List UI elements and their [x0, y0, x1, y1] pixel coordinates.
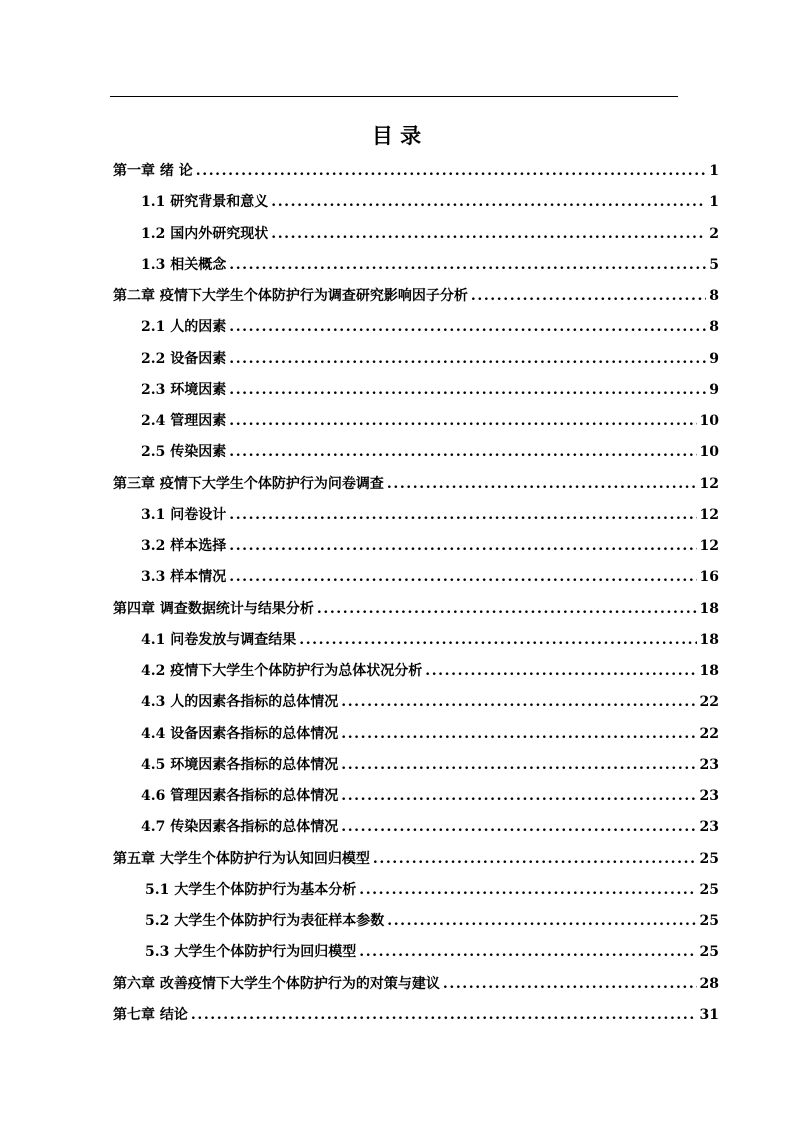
- toc-dot-leader: [373, 844, 697, 875]
- toc-chapter-entry[interactable]: [113, 469, 719, 500]
- toc-entry-label: 1.1 研究背景和意义: [141, 194, 269, 211]
- toc-page-number: 28: [699, 975, 719, 992]
- toc-dot-leader: [229, 531, 696, 562]
- toc-page-number: 12: [699, 475, 719, 492]
- toc-page-number: 25: [699, 913, 719, 929]
- toc-dot-leader: [229, 344, 706, 375]
- toc-section-entry[interactable]: [113, 906, 719, 937]
- toc-page-number: 18: [699, 600, 719, 617]
- toc-chapter-entry[interactable]: [113, 1000, 719, 1031]
- toc-entry-label: 2.4 管理因素: [141, 413, 227, 429]
- toc-dot-leader: [341, 750, 696, 781]
- toc-page-number: 23: [699, 819, 719, 836]
- toc-page-number: 12: [699, 538, 719, 554]
- toc-entry-label: 4.7 传染因素各指标的总体情况: [141, 819, 339, 836]
- toc-section-entry[interactable]: [113, 437, 719, 468]
- toc-dot-leader: [229, 562, 696, 593]
- toc-section-entry[interactable]: [113, 500, 719, 531]
- toc-entry-label: 第六章 改善疫情下大学生个体防护行为的对策与建议: [113, 975, 440, 992]
- toc-dot-leader: [341, 812, 696, 843]
- toc-entry-label: 第五章 大学生个体防护行为认知回归模型: [113, 850, 370, 867]
- toc-section-entry[interactable]: [113, 344, 719, 375]
- toc-chapter-entry[interactable]: [113, 844, 719, 875]
- toc-page-number: 12: [699, 506, 719, 523]
- toc-page-number: 25: [699, 850, 719, 867]
- toc-entry-label: 2.2 设备因素: [141, 350, 227, 367]
- toc-entry-label: 第七章 结论: [113, 1006, 188, 1023]
- toc-entry-label: 3.1 问卷设计: [141, 506, 227, 523]
- toc-section-entry[interactable]: [113, 750, 719, 781]
- toc-dot-leader: [387, 469, 697, 500]
- toc-section-entry[interactable]: [113, 187, 719, 218]
- toc-entry-label: 第一章 绪 论: [113, 163, 193, 179]
- toc-entry-label: 4.5 环境因素各指标的总体情况: [141, 756, 339, 773]
- toc-page-number: 25: [699, 881, 719, 898]
- toc-section-entry[interactable]: [113, 687, 719, 718]
- toc-dot-leader: [229, 375, 706, 406]
- toc-page-number: 2: [709, 225, 719, 242]
- toc-page-number: 9: [709, 381, 719, 398]
- toc-section-entry[interactable]: [113, 531, 719, 562]
- toc-page-number: 25: [699, 944, 719, 961]
- toc-page-number: 18: [699, 663, 719, 679]
- toc-section-entry[interactable]: [113, 625, 719, 656]
- toc-chapter-entry[interactable]: [113, 156, 719, 187]
- toc-page-number: 10: [699, 444, 719, 461]
- toc-title: 目 录: [371, 123, 422, 148]
- toc-entry-label: 3.2 样本选择: [141, 538, 227, 554]
- toc-entry-label: 5.2 大学生个体防护行为表征样本参数: [145, 913, 385, 929]
- toc-entry-label: 2.3 环境因素: [141, 381, 227, 398]
- toc-entry-label: 2.5 传染因素: [141, 444, 227, 461]
- toc-section-entry[interactable]: [113, 406, 719, 437]
- toc-chapter-entry[interactable]: [113, 281, 719, 312]
- toc-dot-leader: [425, 656, 696, 687]
- toc-entry-label: 2.1 人的因素: [141, 319, 227, 336]
- toc-dot-leader: [191, 1000, 697, 1031]
- toc-section-entry[interactable]: [113, 219, 719, 250]
- toc-entry-label: 第四章 调查数据统计与结果分析: [113, 600, 314, 617]
- toc-page-number: 8: [709, 319, 719, 336]
- toc-page-number: 22: [699, 725, 719, 742]
- toc-page-number: 1: [709, 163, 719, 179]
- toc-page-number: 23: [699, 756, 719, 773]
- toc-page-number: 5: [709, 256, 719, 273]
- toc-page-number: 16: [699, 569, 719, 586]
- toc-dot-leader: [341, 781, 696, 812]
- toc-page-number: 23: [699, 788, 719, 804]
- toc-dot-leader: [341, 719, 696, 750]
- toc-section-entry[interactable]: [113, 312, 719, 343]
- toc-section-entry[interactable]: [113, 875, 719, 906]
- toc-dot-leader: [229, 406, 696, 437]
- toc-entry-label: 1.2 国内外研究现状: [141, 225, 269, 242]
- toc-entry-label: 4.1 问卷发放与调查结果: [141, 631, 297, 648]
- toc-dot-leader: [359, 937, 696, 968]
- table-of-contents: [113, 156, 719, 1031]
- toc-entry-label: 4.2 疫情下大学生个体防护行为总体状况分析: [141, 663, 423, 679]
- toc-page-number: 10: [699, 413, 719, 429]
- toc-dot-leader: [359, 875, 696, 906]
- toc-section-entry[interactable]: [113, 937, 719, 968]
- toc-section-entry[interactable]: [113, 781, 719, 812]
- toc-dot-leader: [341, 687, 696, 718]
- toc-entry-label: 4.4 设备因素各指标的总体情况: [141, 725, 339, 742]
- toc-dot-leader: [317, 594, 697, 625]
- toc-section-entry[interactable]: [113, 375, 719, 406]
- toc-entry-label: 第三章 疫情下大学生个体防护行为问卷调查: [113, 475, 384, 492]
- toc-dot-leader: [229, 312, 706, 343]
- toc-dot-leader: [443, 969, 697, 1000]
- toc-entry-label: 5.3 大学生个体防护行为回归模型: [145, 944, 357, 961]
- toc-dot-leader: [196, 156, 706, 187]
- toc-entry-label: 5.1 大学生个体防护行为基本分析: [145, 881, 357, 898]
- toc-chapter-entry[interactable]: [113, 969, 719, 1000]
- toc-dot-leader: [271, 219, 706, 250]
- toc-entry-label: 3.3 样本情况: [141, 569, 227, 586]
- toc-dot-leader: [229, 250, 706, 281]
- toc-page-number: 18: [699, 631, 719, 648]
- toc-page-number: 8: [709, 288, 719, 304]
- toc-entry-label: 4.6 管理因素各指标的总体情况: [141, 788, 339, 804]
- toc-dot-leader: [471, 281, 706, 312]
- toc-page-number: 1: [709, 194, 719, 211]
- toc-dot-leader: [229, 500, 696, 531]
- toc-page-number: 9: [709, 350, 719, 367]
- toc-dot-leader: [387, 906, 696, 937]
- toc-section-entry[interactable]: [113, 250, 719, 281]
- toc-page-number: 31: [699, 1006, 719, 1023]
- toc-dot-leader: [271, 187, 706, 218]
- toc-entry-label: 1.3 相关概念: [141, 256, 227, 273]
- toc-section-entry[interactable]: [113, 812, 719, 843]
- toc-section-entry[interactable]: [113, 656, 719, 687]
- toc-dot-leader: [299, 625, 696, 656]
- toc-chapter-entry[interactable]: [113, 594, 719, 625]
- toc-entry-label: 第二章 疫情下大学生个体防护行为调查研究影响因子分析: [113, 288, 468, 304]
- toc-entry-label: 4.3 人的因素各指标的总体情况: [141, 694, 339, 711]
- toc-section-entry[interactable]: [113, 562, 719, 593]
- toc-section-entry[interactable]: [113, 719, 719, 750]
- header-rule: [110, 96, 678, 97]
- toc-page-number: 22: [699, 694, 719, 711]
- toc-dot-leader: [229, 437, 696, 468]
